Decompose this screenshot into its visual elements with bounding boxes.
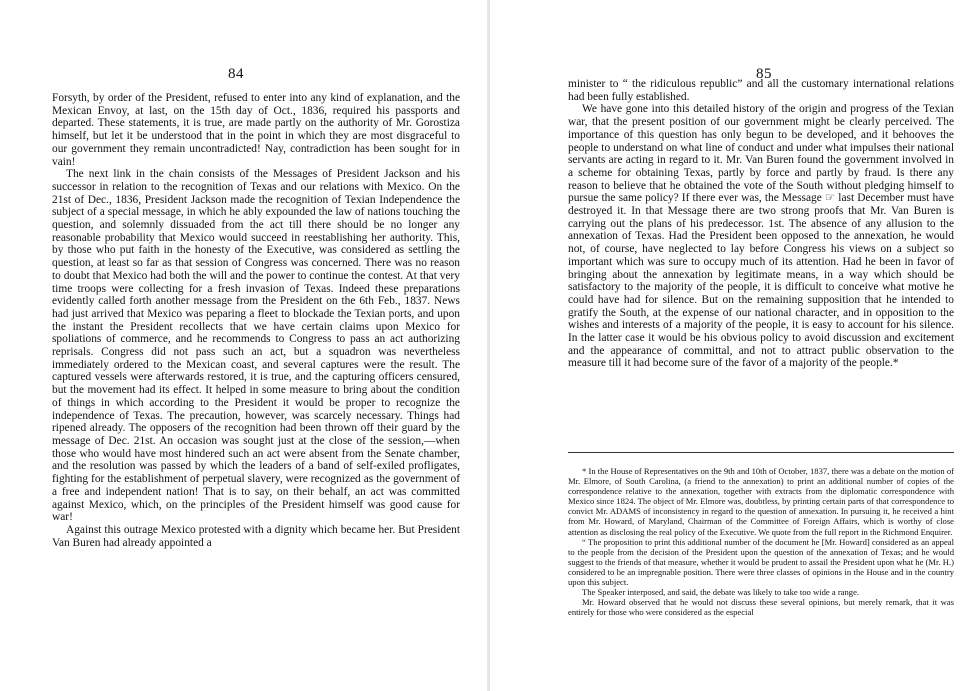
right-page-text	[568, 78, 954, 370]
footnote-divider	[568, 452, 954, 453]
page-number: 84	[228, 66, 244, 82]
footnote-paragraph: * In the House of Representatives on the 9th and 10th of October, 1837, there was a debate on the motion of Mr. Elmore, of South Carolina, (a friend to the annexation) to print an additional number of copies of the correspondence relative to the annexation, together with extracts from the diplomatic correspondence with Mexico since 1824. The object of Mr. Elmore was, doubtless, by printing certain parts of that correspondence to convict Mr. ADAMS of inconsistency in regard to the question of annexation. In pursuing it, he received a hint from Mr. Howard, of Maryland, Chairman of the Committee of Foreign Affairs, which is worthy of close attention as disclosing the real policy of the Executive. We quote from the full report in the Richmond Enquirer.	[568, 466, 954, 537]
footnote-paragraph: The Speaker interposed, and said, the debate was likely to take too wide a range.	[582, 587, 860, 598]
footnote-paragraph: “ The proposition to print this additional number of the document he [Mr. Howard] considered as an appeal to the people from the decision of the President upon the question of the annexation of Texas; and he would suggest to the friends of that measure, whether it would be prudent to assail the President upon what he (Mr. H.) considered to be an impregnable position. There were three classes of opinions in the House and in the country upon this subject.	[568, 536, 954, 588]
right-page	[490, 0, 980, 691]
paragraph: Against this outrage Mexico protested with a dignity which became her. But President Van Buren had already appointed a	[52, 523, 460, 549]
footnote-paragraph: Mr. Howard observed that he would not discuss these several opinions, but merely remark, that it was entirely for those who were considered as the especial	[568, 597, 954, 618]
left-page	[0, 0, 488, 691]
left-page-text	[52, 92, 460, 549]
footnote	[568, 466, 954, 617]
paragraph: The next link in the chain consists of the Messages of President Jackson and his successor in relation to the recognition of Texas and our relations with Mexico. On the 21st of Dec., 1836, President Jackson made the recognition of Texian Independence the subject of a special message, in which he ably expounded the law of nations touching the question, and solemnly dissuaded from the act till there should be no longer any reasonable probability that Mexico would succeed in reestablishing her authority. This, by those who put faith in the honesty of the Executive, was considered as settling the question, at least so far as that session of Congress was concerned. There was no reason to doubt that Mexico had both the will and the power to continue the contest. At that very time troops were collecting for a fresh invasion of Texas. Indeed these preparations evidently called forth another message from the President on the 6th Feb., 1837. News had just arrived that Mexico was peparing a fleet to blockade the Texian ports, and upon the instant the President recollects that we have certain claims upon Mexico for spoliations of commerce, and he recommends to Congress to pass an act authorizing reprisals. Congress did not pass such an act, but a squadron was nevertheless immediately ordered to the Mexican coast, and several captures were the result. The captured vessels were afterwards restored, it is true, and the capturing officers censured, but the movement had its effect. It helped in some measure to bring about the condition of things in which according to the President it would be proper to recognize the independence of Texas. The precaution, however, was scarcely necessary. Things had ripened already. The opposers of the recognition had been thrown off their guard by the message of Dec. 21st. An occasion was sought just at the close of the session,—when those who would have most hindered such an act were absent from the Senate chamber, and the resolution was passed by which the leaders of a band of self-exiled profligates, fighting for the establishment of perpetual slavery, were recognized as the government of a free and independent nation! That is to say, on their behalf, an act was committed against Mexico, which, on the principles of the President himself was good cause for war!	[52, 168, 460, 524]
paragraph: minister to “ the ridiculous republic” and all the customary international relations had been fully established.	[568, 78, 954, 103]
paragraph: We have gone into this detailed history of the origin and progress of the Texian war, that the present position of our government might be clearly perceived. The importance of this question has only begun to be developed, and it behooves the people to understand on what line of conduct and under what impulses their national servants are acting in regard to it. Mr. Van Buren found the government involved in a scheme for obtaining Texas, partly by force and partly by fraud. Is there any reason to believe that he obtained the vote of the South without pledging himself to pursue the same policy? If there ever was, the Message ☞ last December must have destroyed it. In that Message there are two strong proofs that Mr. Van Buren is carrying out the plans of his predecessor. 1st. The absence of any allusion to the annexation of Texas. Had the President been opposed to the annexation, he would not, of course, have neglected to lay before Congress his views on a subject so important which was sure to occupy much of its attention. Had he been in favor of bringing about the annexation by legitimate means, in a way which should be satisfactory to the majority of the people, it is difficult to conceive what motive he could have had for silence. But on the remaining supposition that he intended to gratify the South, at the expense of our national character, and in opposition to the wishes and interests of a majority of the people, it is easy to account for his silence. In the latter case it would be his obvious policy to avoid discussion and excitement and the appearance of committal, and not to attract public observation to the measure till it had become sure of the favor of a majority of the people.*	[568, 103, 954, 370]
page-number: 85	[756, 66, 772, 82]
paragraph: Forsyth, by order of the President, refused to enter into any kind of explanation, and the Mexican Envoy, at last, on the 15th day of Oct., 1836, required his passports and departed. These statements, it is true, are made partly on the authority of Mr. Gorostiza himself, but let it be understood that in the point in which they are most disgraceful to our government they remain uncontradicted! Nay, contradiction has been sought for in vain!	[52, 92, 460, 168]
